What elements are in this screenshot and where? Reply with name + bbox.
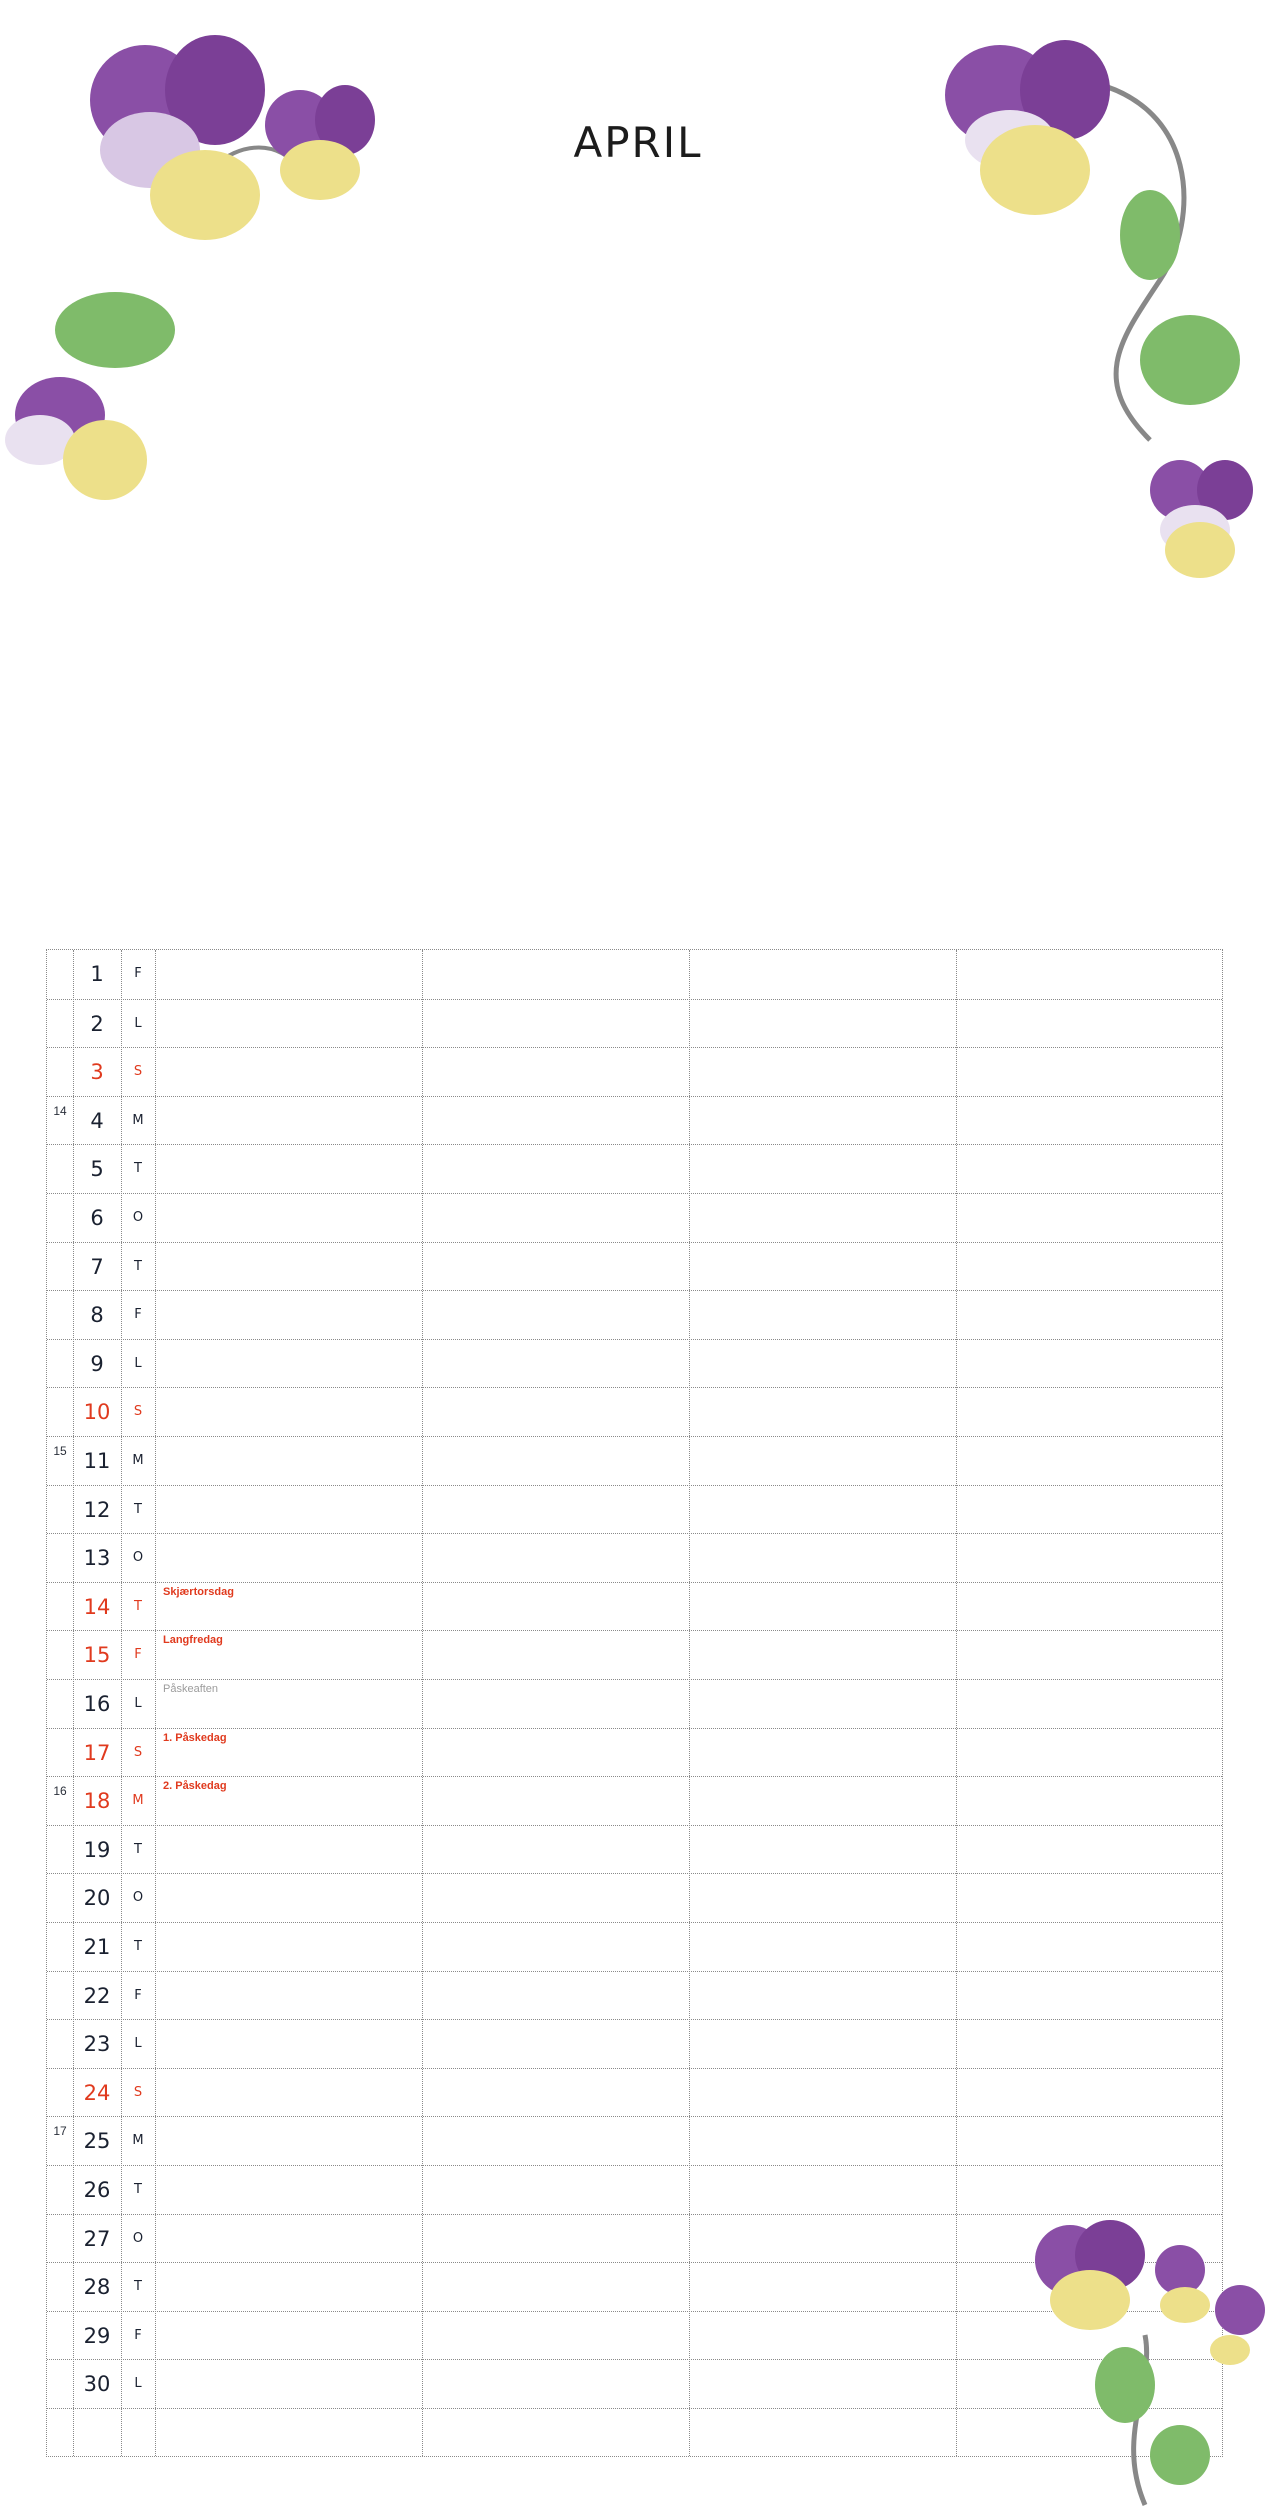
day-number: 23 (83, 2032, 111, 2057)
pansy-illustration-bottom-right (1015, 2215, 1275, 2515)
weekday-letter: M (132, 1112, 144, 1128)
day-number: 10 (83, 1400, 111, 1425)
calendar-row (47, 1290, 1222, 1339)
week-number: 17 (53, 2124, 67, 2139)
holiday-label: 2. Påskedag (163, 1780, 227, 1793)
calendar-row (47, 1922, 1222, 1971)
weekday-letter: L (134, 2036, 142, 2052)
day-number: 26 (83, 2178, 111, 2202)
day-number: 2 (90, 1011, 104, 1036)
holiday-label: Påskeaften (163, 1683, 219, 1695)
day-number: 28 (83, 2275, 111, 2300)
weekday-letter: T (134, 1501, 142, 1517)
weekday-letter: O (132, 2230, 144, 2246)
day-number: 8 (90, 1303, 104, 1328)
day-number: 3 (90, 1060, 104, 1085)
month-title: APRIL (573, 118, 703, 167)
day-number: 15 (83, 1643, 111, 1668)
day-number: 30 (83, 2372, 111, 2397)
weekday-letter: S (133, 1744, 143, 1760)
calendar-row (47, 2116, 1222, 2165)
day-number: 18 (83, 1789, 111, 1814)
week-number: 16 (53, 1784, 67, 1799)
weekday-letter: M (132, 2133, 144, 2149)
calendar-row (47, 1582, 1222, 1631)
weekday-letter: T (134, 1258, 142, 1274)
day-number: 27 (83, 2226, 111, 2251)
weekday-letter: T (134, 2279, 142, 2295)
calendar-row (47, 2068, 1222, 2117)
weekday-letter: S (133, 2084, 143, 2100)
calendar-row (47, 950, 1222, 999)
day-number: 22 (83, 1983, 111, 2008)
weekday-letter: F (134, 1647, 142, 1663)
weekday-letter: O (132, 1550, 144, 1566)
weekday-letter: L (134, 1015, 142, 1031)
weekday-letter: T (134, 1939, 142, 1954)
holiday-label: Skjærtorsdag (163, 1585, 234, 1598)
weekday-letter: L (134, 1696, 142, 1711)
weekday-letter: S (133, 1404, 143, 1420)
calendar-row (47, 1242, 1222, 1291)
calendar-row (47, 1096, 1222, 1145)
weekday-letter: S (133, 1064, 143, 1080)
calendar-row (47, 1728, 1222, 1777)
calendar-row (47, 1436, 1222, 1485)
day-number: 4 (90, 1108, 104, 1133)
day-number: 20 (83, 1886, 111, 1911)
weekday-letter: M (132, 1793, 144, 1809)
day-number: 16 (83, 1692, 111, 1716)
calendar-row (47, 1971, 1222, 2020)
weekday-letter: F (134, 1987, 142, 2003)
calendar-row (47, 1679, 1222, 1728)
calendar-row (47, 2019, 1222, 2068)
day-number: 12 (83, 1497, 111, 1522)
pansy-illustration-top-left (0, 20, 390, 510)
weekday-letter: T (134, 2182, 142, 2197)
weekday-letter: T (134, 1161, 142, 1177)
day-number: 29 (83, 2323, 111, 2348)
day-number: 13 (83, 1546, 111, 1571)
calendar-row (47, 1776, 1222, 1825)
weekday-letter: L (134, 2376, 142, 2392)
day-number: 14 (83, 1594, 111, 1619)
calendar-row (47, 1144, 1222, 1193)
calendar-row (47, 999, 1222, 1048)
calendar-row (47, 1873, 1222, 1922)
calendar-row (47, 1047, 1222, 1096)
day-number: 11 (83, 1449, 111, 1473)
weekday-letter: F (134, 1307, 142, 1323)
calendar-row (47, 1630, 1222, 1679)
weekday-letter: T (134, 1841, 142, 1857)
weekday-letter: L (134, 1355, 142, 1371)
weekday-letter: T (134, 1598, 142, 1614)
weekday-letter: O (132, 1210, 144, 1225)
holiday-label: 1. Påskedag (163, 1731, 227, 1744)
weekday-letter: O (132, 1890, 144, 1906)
weekday-letter: F (134, 966, 142, 981)
day-number: 17 (83, 1740, 111, 1765)
weekday-letter: M (132, 1453, 144, 1468)
pansy-illustration-top-right (900, 20, 1260, 590)
holiday-label: Langfredag (163, 1634, 223, 1647)
weekday-letter: F (134, 2327, 142, 2343)
calendar-row (47, 1825, 1222, 1874)
calendar-row (47, 1387, 1222, 1436)
day-number: 6 (90, 1206, 104, 1230)
week-number: 14 (53, 1103, 67, 1118)
calendar-row (47, 2165, 1222, 2214)
calendar-row (47, 1485, 1222, 1534)
day-number: 1 (90, 962, 104, 986)
day-number: 21 (83, 1935, 111, 1959)
calendar-row (47, 1533, 1222, 1582)
day-number: 5 (90, 1157, 104, 1182)
day-number: 25 (83, 2129, 111, 2154)
calendar-row (47, 1339, 1222, 1388)
calendar-row (47, 1193, 1222, 1242)
day-number: 24 (83, 2080, 111, 2105)
day-number: 19 (83, 1837, 111, 1862)
day-number: 7 (90, 1254, 104, 1279)
week-number: 15 (53, 1444, 67, 1458)
day-number: 9 (90, 1351, 104, 1376)
